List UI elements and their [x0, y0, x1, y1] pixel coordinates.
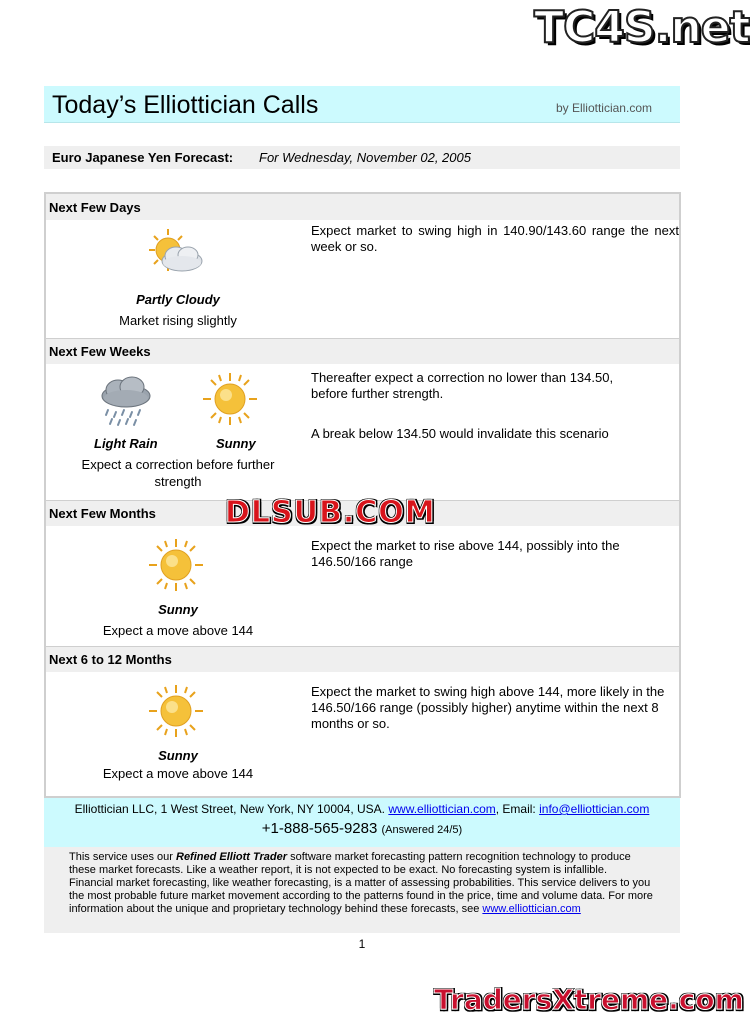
section-text-6-12-months: Expect the market to swing high above 144, more likely in the 146.50/166 range (possibly higher) anytime within the next 8 months or so. — [311, 684, 665, 731]
sunny-icon — [200, 372, 260, 426]
byline: by Elliottician.com — [555, 101, 652, 115]
page-number: 1 — [358, 937, 366, 951]
title-bar — [44, 86, 680, 123]
watermark-tc4s: TC4S.net — [534, 2, 750, 53]
section-heading-weeks: Next Few Weeks — [46, 338, 679, 364]
section-text-days: Expect market to swing high in 140.90/143.60 range the next week or so. — [311, 223, 679, 254]
condition-sunny-months: Sunny — [158, 602, 198, 617]
section-body-days — [46, 220, 679, 338]
watermark-tradersxtreme: TradersXtreme.com — [434, 983, 744, 1016]
section-summary-months: Expect a move above 144 — [102, 623, 254, 638]
sunny-icon — [146, 684, 206, 738]
page-title: Today’s Elliottician Calls — [52, 91, 319, 119]
condition-partly-cloudy: Partly Cloudy — [136, 292, 220, 307]
section-text-months: Expect the market to rise above 144, possibly into the 146.50/166 range — [311, 538, 620, 569]
section-body-6-12-months — [46, 672, 679, 796]
phone-note: (Answered 24/5) — [381, 824, 463, 836]
section-text-weeks-2: A break below 134.50 would invalidate this scenario — [311, 426, 609, 441]
contact-line: Elliottician LLC, 1 West Street, New York, NY 10004, USA. www.elliottician.com, Email: info@elliottician.com — [74, 802, 650, 816]
email-label: Email: — [502, 802, 536, 816]
condition-sunny: Sunny — [216, 436, 256, 451]
section-body-weeks — [46, 364, 679, 500]
forecast-label: Euro Japanese Yen Forecast: — [52, 150, 234, 165]
contact-footer — [44, 798, 680, 847]
disclaimer-body: software market forecasting pattern recognition technology to produce these market forecasts. Like a weather report, it is not expected to be exact. No forecasting system is infallible. Financial market forecasting, like weather forecasting, is a matter of assessing probabilities. This service delivers to you the most probable future market movement according to the patterns found in the price, time and volume data. For more information about the unique and proprietary technology behind these forecasts, see — [69, 851, 653, 915]
condition-light-rain: Light Rain — [94, 436, 158, 451]
divider — [46, 646, 679, 647]
section-summary-6-12-months: Expect a move above 144 — [102, 766, 254, 781]
section-body-months — [46, 526, 679, 646]
sunny-icon — [146, 538, 206, 592]
divider — [46, 338, 679, 339]
disclaimer-link[interactable]: www.elliottician.com — [482, 903, 581, 915]
light-rain-icon — [96, 374, 156, 428]
section-heading-days: Next Few Days — [46, 194, 679, 220]
phone-line — [44, 820, 680, 837]
section-heading-months: Next Few Months — [46, 500, 679, 526]
disclaimer-intro: This service uses our — [69, 851, 173, 863]
phone-number: +1-888-565-9283 — [261, 820, 378, 837]
section-summary-weeks: Expect a correction before further strength — [81, 457, 275, 489]
product-name: Refined Elliott Trader — [176, 851, 288, 863]
forecast-date: For Wednesday, November 02, 2005 — [259, 150, 471, 165]
watermark-dlsub: DLSUB.COM — [225, 495, 436, 530]
forecast-subtitle — [44, 146, 680, 169]
email-link[interactable]: info@elliottician.com — [539, 802, 650, 816]
website-link[interactable]: www.elliottician.com — [388, 802, 496, 816]
disclaimer — [44, 847, 680, 933]
section-heading-6-12-months: Next 6 to 12 Months — [46, 646, 679, 672]
section-text-weeks-1: Thereafter expect a correction no lower than 134.50, before further strength. — [311, 370, 614, 401]
condition-sunny-6-12: Sunny — [158, 748, 198, 763]
section-summary-days: Market rising slightly — [119, 313, 237, 328]
company-address: Elliottician LLC, 1 West Street, New York, NY 10004, USA. — [74, 802, 386, 816]
partly-cloudy-icon — [146, 227, 206, 281]
